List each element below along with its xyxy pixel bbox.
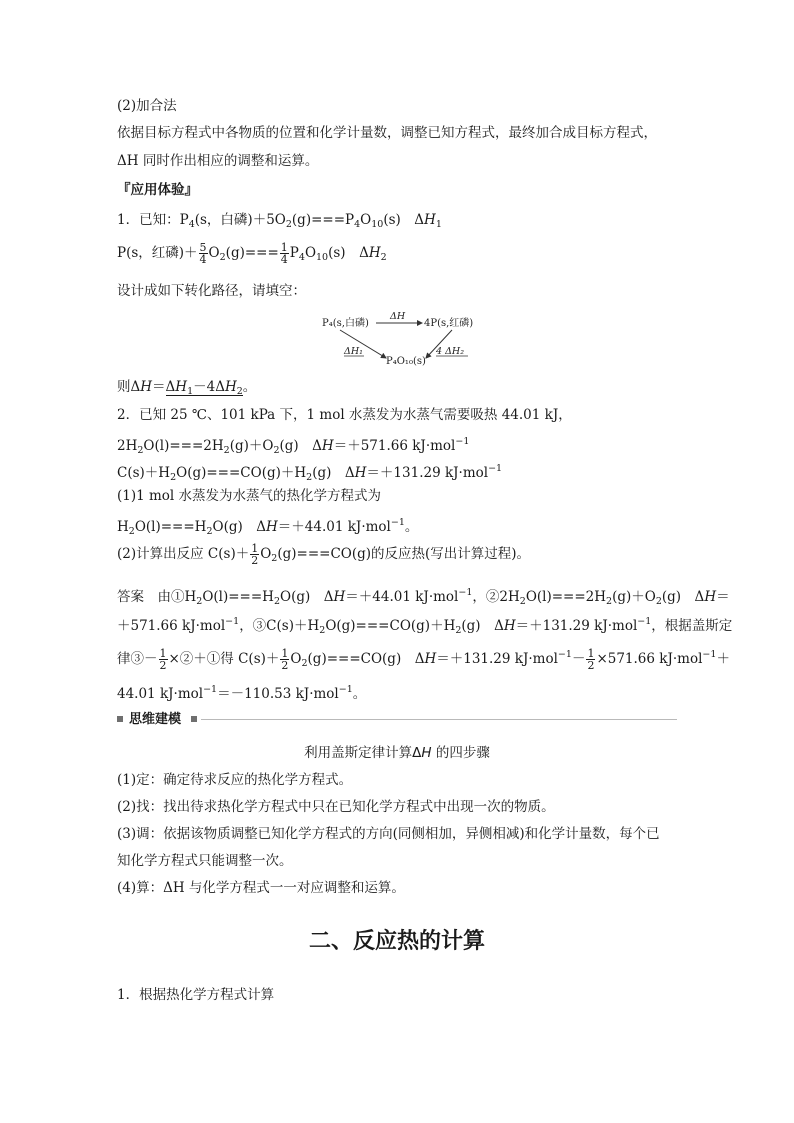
answer-line-3: 律③－ $\frac{1}{2}$ ×②＋①得 C(s)＋ $\frac{1}{2}$ $O_2(g)===CO(g)$ ΔH＝＋131.29 kJ·mol$^{-1}$－ $\frac{1}{2}$ ×571.66 kJ·mol$^{-1}$＋: [117, 647, 730, 672]
diagram-node-white-phosphorus: P₄(s,白磷): [322, 318, 369, 329]
diagram-node-p4o10: P₄O₁₀(s): [386, 356, 426, 367]
q1-prompt: 设计成如下转化路径，请填空：: [117, 283, 306, 299]
q2-sub1-answer: $H_2O(l)===H_2O(g)$ ΔH＝＋44.01 kJ·mol$^{-1}$。: [117, 517, 419, 537]
q2-intro: 2．已知 25 ℃、101 kPa 下，1 mol 水蒸发为水蒸气需要吸热 44.01 kJ，: [117, 407, 572, 423]
model-step-1: (1)定：确定待求反应的热化学方程式。: [117, 772, 353, 788]
answer-line-4: 44.01 kJ·mol$^{-1}$＝－110.53 kJ·mol$^{-1}$。: [117, 684, 367, 702]
answer-line-2: ＋571.66 kJ·mol$^{-1}$，$③C(s)+H_2O(g)===CO(g)+H_2(g)$ ΔH＝＋131.29 kJ·mol$^{-1}$，根据盖斯定: [117, 616, 733, 636]
q2-sub1: (1)1 mol 水蒸发为水蒸气的热化学方程式为: [117, 488, 382, 504]
q2-equation-2: $C(s)+H_2O(g)===CO(g)+H_2(g)$ ΔH＝＋131.29 kJ·mol$^{-1}$: [117, 463, 503, 483]
model-step-3a: (3)调：依据该物质调整已知化学方程式的方向(同侧相加，异侧相减)和化学计量数，每个已: [117, 826, 660, 842]
diagram-label-4dh2: 4 ΔH₂: [436, 346, 465, 357]
answer-line-1: 答案 由$①H_2O(l)===H_2O(g)$ ΔH＝＋44.01 kJ·mol$^{-1}$，$②2H_2O(l)===2H_2(g)+O_2(g)$ ΔH＝: [117, 587, 730, 607]
diagram-label-dh1: ΔH₁: [344, 346, 363, 357]
model-step-3b: 知化学方程式只能调整一次。: [117, 853, 293, 869]
method-desc-line-1: 依据目标方程式中各物质的位置和化学计量数，调整已知方程式，最终加合成目标方程式，: [117, 125, 657, 141]
conversion-path-diagram: [320, 308, 490, 370]
diagram-label-dh: ΔH: [390, 311, 406, 322]
model-title: 利用盖斯定律计算ΔH 的四步骤: [304, 745, 490, 761]
diagram-node-red-phosphorus: 4P(s,红磷): [424, 318, 474, 329]
practice-heading: 『应用体验』: [117, 182, 198, 198]
q1-answer: 则$\Delta H=\Delta H_1-4\Delta H_2$。: [117, 379, 257, 397]
model-step-4: (4)算：ΔH 与化学方程式一一对应调整和运算。: [117, 880, 405, 896]
q1-equation-2: P(s，红磷)＋ $\frac{5}{4}$ $O_2(g)===$ $\frac{1}{4}$ $P_4O_{10}(s)$ $\Delta H_2$: [117, 241, 387, 266]
q2-equation-1: $2H_2O(l)===2H_2(g)+O_2(g)$ ΔH＝＋571.66 kJ·mol$^{-1}$: [117, 436, 470, 456]
method-title: (2)加合法: [117, 98, 177, 114]
model-heading-bar: [117, 710, 677, 730]
q2-sub2: (2)计算出反应 C(s)＋ $\frac{1}{2}$ $O_2(g)===CO(g)$的反应热(写出计算过程)。: [117, 542, 531, 567]
model-heading: 思维建模: [129, 712, 182, 727]
section-title: 二、反应热的计算: [308, 929, 485, 954]
method-desc-line-2: ΔH 同时作出相应的调整和运算。: [117, 153, 319, 169]
model-step-2: (2)找：找出待求热化学方程式中只在已知化学方程式中出现一次的物质。: [117, 799, 555, 815]
section-item-1: 1．根据热化学方程式计算: [117, 987, 275, 1003]
q1-equation-1: 1．已知：$P_4(s$，白磷)$+5O_2(g)===P_4O_{10}(s)$ $\Delta H_1$: [117, 212, 442, 230]
